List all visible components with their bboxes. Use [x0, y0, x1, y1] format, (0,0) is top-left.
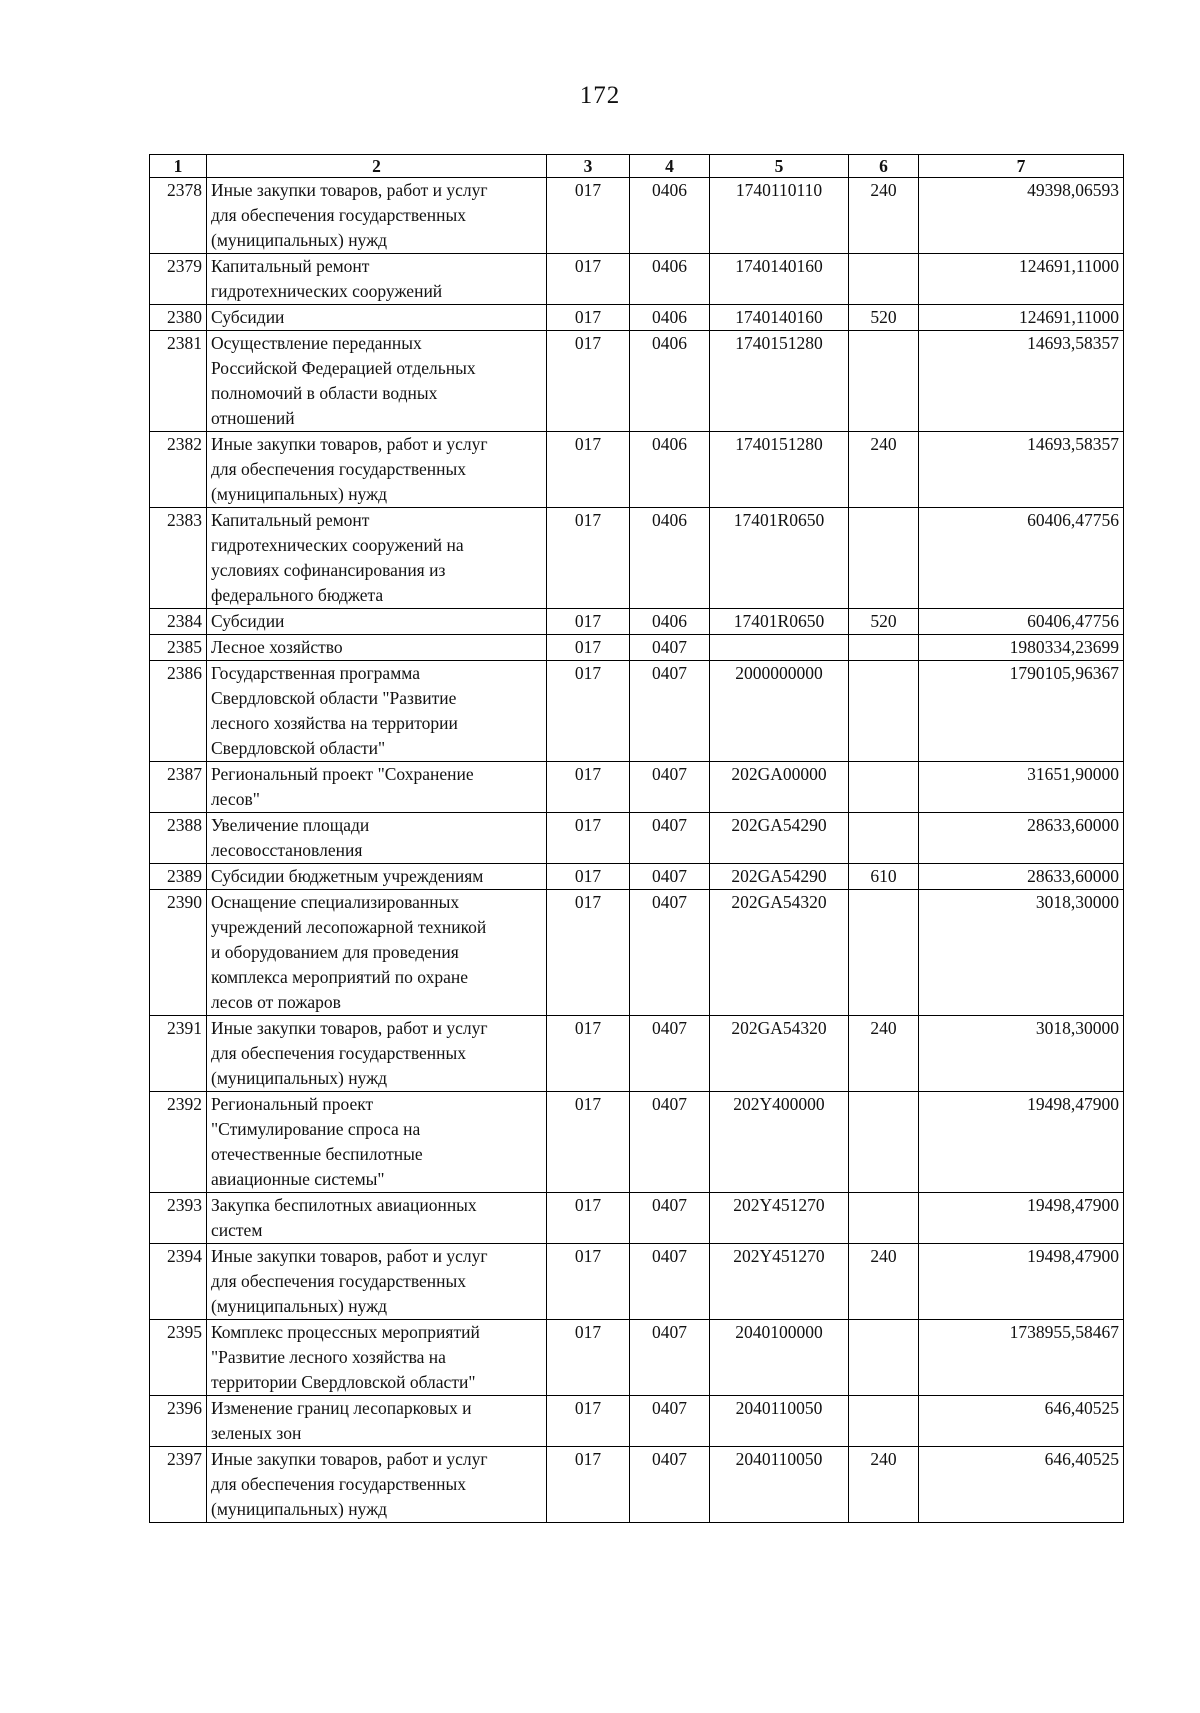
item-name-cell: Государственная программа Свердловской области "Развитие лесного хозяйства на территории Свердловской области": [207, 661, 547, 762]
expense-type-cell: [849, 1320, 919, 1396]
section-code-cell: 0407: [630, 1092, 710, 1193]
amount-cell: 19498,47900: [919, 1092, 1124, 1193]
amount-cell: 124691,11000: [919, 254, 1124, 305]
table-row: [150, 890, 1124, 1016]
table-row: [150, 254, 1124, 305]
department-code-cell: 017: [547, 1396, 630, 1447]
department-code-cell: 017: [547, 890, 630, 1016]
column-header: 2: [207, 155, 547, 178]
table-row: [150, 1092, 1124, 1193]
section-code-cell: 0407: [630, 1193, 710, 1244]
department-code-cell: 017: [547, 1193, 630, 1244]
section-code-cell: 0406: [630, 609, 710, 635]
target-article-cell: 202Y451270: [710, 1244, 849, 1320]
target-article-cell: 202Y451270: [710, 1193, 849, 1244]
section-code-cell: 0407: [630, 1320, 710, 1396]
table-row: [150, 762, 1124, 813]
row-number-cell: 2387: [150, 762, 207, 813]
table-row: [150, 432, 1124, 508]
section-code-cell: 0406: [630, 178, 710, 254]
section-code-cell: 0406: [630, 305, 710, 331]
item-name-cell: Субсидии бюджетным учреждениям: [207, 864, 547, 890]
expense-type-cell: [849, 661, 919, 762]
expense-type-cell: 520: [849, 305, 919, 331]
expense-type-cell: 610: [849, 864, 919, 890]
row-number-cell: 2392: [150, 1092, 207, 1193]
department-code-cell: 017: [547, 305, 630, 331]
table-row: [150, 864, 1124, 890]
amount-cell: 646,40525: [919, 1396, 1124, 1447]
target-article-cell: 1740140160: [710, 254, 849, 305]
expense-type-cell: [849, 254, 919, 305]
department-code-cell: 017: [547, 661, 630, 762]
expense-type-cell: [849, 635, 919, 661]
department-code-cell: 017: [547, 1016, 630, 1092]
item-name-cell: Закупка беспилотных авиационных систем: [207, 1193, 547, 1244]
item-name-cell: Иные закупки товаров, работ и услуг для обеспечения государственных (муниципальных) нужд: [207, 432, 547, 508]
department-code-cell: 017: [547, 1320, 630, 1396]
section-code-cell: 0407: [630, 661, 710, 762]
section-code-cell: 0407: [630, 1396, 710, 1447]
amount-cell: 31651,90000: [919, 762, 1124, 813]
row-number-cell: 2393: [150, 1193, 207, 1244]
table-body: [150, 178, 1124, 1523]
expense-type-cell: [849, 331, 919, 432]
target-article-cell: 1740110110: [710, 178, 849, 254]
item-name-cell: Иные закупки товаров, работ и услуг для обеспечения государственных (муниципальных) нужд: [207, 178, 547, 254]
amount-cell: 1790105,96367: [919, 661, 1124, 762]
expense-type-cell: [849, 508, 919, 609]
amount-cell: 19498,47900: [919, 1244, 1124, 1320]
column-header: 3: [547, 155, 630, 178]
section-code-cell: 0407: [630, 813, 710, 864]
item-name-cell: Осуществление переданных Российской Федерацией отдельных полномочий в области водных отношений: [207, 331, 547, 432]
target-article-cell: 202GA54320: [710, 1016, 849, 1092]
item-name-cell: Лесное хозяйство: [207, 635, 547, 661]
amount-cell: 49398,06593: [919, 178, 1124, 254]
row-number-cell: 2382: [150, 432, 207, 508]
target-article-cell: [710, 635, 849, 661]
target-article-cell: 202GA00000: [710, 762, 849, 813]
page-number: 172: [579, 82, 621, 109]
amount-cell: 14693,58357: [919, 331, 1124, 432]
expense-type-cell: 520: [849, 609, 919, 635]
row-number-cell: 2390: [150, 890, 207, 1016]
section-code-cell: 0406: [630, 254, 710, 305]
expense-type-cell: [849, 890, 919, 1016]
department-code-cell: 017: [547, 508, 630, 609]
target-article-cell: 202GA54290: [710, 813, 849, 864]
amount-cell: 14693,58357: [919, 432, 1124, 508]
target-article-cell: 2040100000: [710, 1320, 849, 1396]
department-code-cell: 017: [547, 635, 630, 661]
section-code-cell: 0407: [630, 1016, 710, 1092]
table-row: [150, 635, 1124, 661]
table-row: [150, 508, 1124, 609]
row-number-cell: 2386: [150, 661, 207, 762]
expense-type-cell: [849, 813, 919, 864]
item-name-cell: Увеличение площади лесовосстановления: [207, 813, 547, 864]
table-row: [150, 1447, 1124, 1523]
row-number-cell: 2396: [150, 1396, 207, 1447]
table-row: [150, 813, 1124, 864]
amount-cell: 3018,30000: [919, 1016, 1124, 1092]
column-header: 1: [150, 155, 207, 178]
expense-type-cell: [849, 1092, 919, 1193]
table-row: [150, 1320, 1124, 1396]
amount-cell: 28633,60000: [919, 864, 1124, 890]
amount-cell: 1980334,23699: [919, 635, 1124, 661]
expense-type-cell: 240: [849, 1244, 919, 1320]
target-article-cell: 1740151280: [710, 331, 849, 432]
item-name-cell: Иные закупки товаров, работ и услуг для обеспечения государственных (муниципальных) нужд: [207, 1016, 547, 1092]
row-number-cell: 2395: [150, 1320, 207, 1396]
target-article-cell: 202Y400000: [710, 1092, 849, 1193]
item-name-cell: Региональный проект "Стимулирование спроса на отечественные беспилотные авиационные системы": [207, 1092, 547, 1193]
item-name-cell: Капитальный ремонт гидротехнических сооружений: [207, 254, 547, 305]
target-article-cell: 2000000000: [710, 661, 849, 762]
target-article-cell: 2040110050: [710, 1396, 849, 1447]
department-code-cell: 017: [547, 609, 630, 635]
amount-cell: 60406,47756: [919, 508, 1124, 609]
column-header: 6: [849, 155, 919, 178]
amount-cell: 646,40525: [919, 1447, 1124, 1523]
table-row: [150, 331, 1124, 432]
expense-type-cell: [849, 1193, 919, 1244]
section-code-cell: 0407: [630, 890, 710, 1016]
target-article-cell: 202GA54320: [710, 890, 849, 1016]
item-name-cell: Оснащение специализированных учреждений лесопожарной техникой и оборудованием для проведения комплекса мероприятий по охране лесов от пожаров: [207, 890, 547, 1016]
row-number-cell: 2389: [150, 864, 207, 890]
table-row: [150, 1244, 1124, 1320]
department-code-cell: 017: [547, 178, 630, 254]
expense-type-cell: 240: [849, 1016, 919, 1092]
table-row: [150, 1396, 1124, 1447]
amount-cell: 28633,60000: [919, 813, 1124, 864]
department-code-cell: 017: [547, 432, 630, 508]
item-name-cell: Комплекс процессных мероприятий "Развитие лесного хозяйства на территории Свердловской области": [207, 1320, 547, 1396]
item-name-cell: Иные закупки товаров, работ и услуг для обеспечения государственных (муниципальных) нужд: [207, 1244, 547, 1320]
expense-type-cell: [849, 762, 919, 813]
expense-type-cell: 240: [849, 178, 919, 254]
row-number-cell: 2394: [150, 1244, 207, 1320]
table-row: [150, 609, 1124, 635]
column-header: 7: [919, 155, 1124, 178]
department-code-cell: 017: [547, 813, 630, 864]
department-code-cell: 017: [547, 331, 630, 432]
row-number-cell: 2381: [150, 331, 207, 432]
column-header: 4: [630, 155, 710, 178]
department-code-cell: 017: [547, 1447, 630, 1523]
department-code-cell: 017: [547, 1244, 630, 1320]
row-number-cell: 2391: [150, 1016, 207, 1092]
amount-cell: 1738955,58467: [919, 1320, 1124, 1396]
department-code-cell: 017: [547, 762, 630, 813]
target-article-cell: 1740140160: [710, 305, 849, 331]
amount-cell: 19498,47900: [919, 1193, 1124, 1244]
row-number-cell: 2383: [150, 508, 207, 609]
table-row: [150, 661, 1124, 762]
department-code-cell: 017: [547, 254, 630, 305]
table-row: [150, 1016, 1124, 1092]
row-number-cell: 2378: [150, 178, 207, 254]
table-header-row: [150, 155, 1124, 178]
department-code-cell: 017: [547, 864, 630, 890]
column-header: 5: [710, 155, 849, 178]
target-article-cell: 2040110050: [710, 1447, 849, 1523]
section-code-cell: 0407: [630, 635, 710, 661]
row-number-cell: 2384: [150, 609, 207, 635]
budget-table: [149, 154, 1124, 1523]
expense-type-cell: 240: [849, 1447, 919, 1523]
row-number-cell: 2379: [150, 254, 207, 305]
table-row: [150, 1193, 1124, 1244]
target-article-cell: 17401R0650: [710, 609, 849, 635]
item-name-cell: Региональный проект "Сохранение лесов": [207, 762, 547, 813]
section-code-cell: 0406: [630, 432, 710, 508]
section-code-cell: 0407: [630, 1447, 710, 1523]
row-number-cell: 2388: [150, 813, 207, 864]
expense-type-cell: 240: [849, 432, 919, 508]
item-name-cell: Иные закупки товаров, работ и услуг для обеспечения государственных (муниципальных) нужд: [207, 1447, 547, 1523]
table-row: [150, 178, 1124, 254]
row-number-cell: 2380: [150, 305, 207, 331]
section-code-cell: 0407: [630, 1244, 710, 1320]
department-code-cell: 017: [547, 1092, 630, 1193]
section-code-cell: 0406: [630, 331, 710, 432]
section-code-cell: 0407: [630, 762, 710, 813]
section-code-cell: 0407: [630, 864, 710, 890]
amount-cell: 3018,30000: [919, 890, 1124, 1016]
row-number-cell: 2385: [150, 635, 207, 661]
target-article-cell: 17401R0650: [710, 508, 849, 609]
expense-type-cell: [849, 1396, 919, 1447]
amount-cell: 124691,11000: [919, 305, 1124, 331]
target-article-cell: 1740151280: [710, 432, 849, 508]
item-name-cell: Субсидии: [207, 609, 547, 635]
row-number-cell: 2397: [150, 1447, 207, 1523]
target-article-cell: 202GA54290: [710, 864, 849, 890]
amount-cell: 60406,47756: [919, 609, 1124, 635]
item-name-cell: Изменение границ лесопарковых и зеленых зон: [207, 1396, 547, 1447]
item-name-cell: Капитальный ремонт гидротехнических сооружений на условиях софинансирования из федерального бюджета: [207, 508, 547, 609]
section-code-cell: 0406: [630, 508, 710, 609]
item-name-cell: Субсидии: [207, 305, 547, 331]
table-row: [150, 305, 1124, 331]
